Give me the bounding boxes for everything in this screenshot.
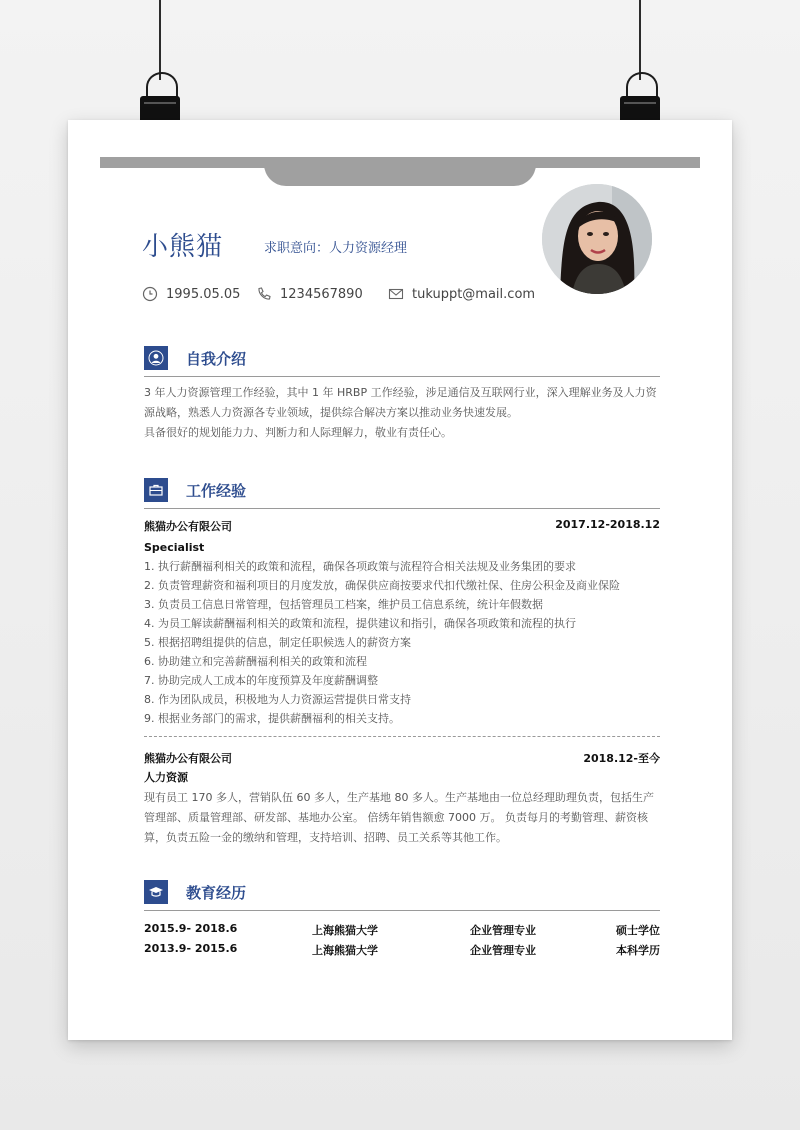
table-row [144,922,660,940]
job-1-period: 2017.12-2018.12 [555,518,660,531]
job-2-role: 人力资源 [144,771,188,784]
section-education [144,880,660,911]
resume-sheet [68,120,732,1040]
user-icon [148,350,164,366]
briefcase-icon [148,482,164,498]
email [388,286,535,302]
list-item: 7. 协助完成人工成本的年度预算及年度薪酬调整 [144,674,378,687]
phone-icon [256,286,272,302]
birthdate-value: 1995.05.05 [166,286,241,302]
job-1-company: 熊猫办公有限公司 [144,520,232,533]
email-value: tukuppt@mail.com [412,286,536,302]
section-work-title: 工作经验 [186,482,247,500]
edu-period: 2013.9- 2015.6 [144,942,238,955]
job-2-header [144,750,660,768]
edu-degree: 本科学历 [616,944,660,957]
list-item: 1. 执行薪酬福利相关的政策和流程，确保各项政策与流程符合相关法规及业务集团的要求 [144,560,576,573]
candidate-name: 小熊猫 [142,232,224,262]
mail-icon [388,286,404,302]
list-item: 4. 为员工解读薪酬福利相关的政策和流程，提供建议和指引，确保各项政策和流程的执行 [144,617,576,630]
job-intent: 求职意向：人力资源经理 [264,241,408,256]
phone [256,286,363,302]
job-1-role: Specialist [144,541,205,554]
edu-school: 上海熊猫大学 [312,924,378,937]
list-item: 8. 作为团队成员，积极地为人力资源运营提供日常支持 [144,693,411,706]
section-work-badge [144,478,168,502]
edu-major: 企业管理专业 [470,924,536,937]
header-tab [264,160,536,186]
phone-value: 1234567890 [280,286,363,302]
about-text [144,383,662,443]
binder-clip-right [616,0,664,140]
graduation-cap-icon [148,884,164,900]
job-1-header [144,518,660,536]
section-education-badge [144,880,168,904]
binder-clip-left [136,0,184,140]
list-item: 5. 根据招聘组提供的信息，制定任职候选人的薪资方案 [144,636,411,649]
section-about [144,346,660,377]
job-2-description: 现有员工 170 多人，营销队伍 60 多人，生产基地 80 多人。生产基地由一位总经理助理负责，包括生产管理部、质量管理部、研发部、基地办公室。 倍绣年销售额愈 7000 万。 负责每月的考勤管理、薪资核算，负责五险一金的缴纳和管理，支持培训、招聘、员工关系等其他工作。 [144,791,654,844]
list-item: 2. 负责管理薪资和福利项目的月度发放，确保供应商按要求代扣代缴社保、住房公积金及商业保险 [144,579,620,592]
clock-icon [142,286,158,302]
edu-period: 2015.9- 2018.6 [144,922,238,935]
birthdate [142,286,240,302]
about-line-1: 3 年人力资源管理工作经验，其中 1 年 HRBP 工作经验，涉足通信及互联网行业，深入理解业务及人力资源战略，熟悉人力资源各专业领域，提供综合解决方案以推动业务快速发展。 [144,386,657,419]
edu-degree: 硕士学位 [616,924,660,937]
about-line-2: 具备很好的规划能力力、判断力和人际理解力，敬业有责任心。 [144,426,452,439]
section-about-badge [144,346,168,370]
job-2-period: 2018.12-至今 [583,752,660,765]
edu-school: 上海熊猫大学 [312,944,378,957]
list-item: 9. 根据业务部门的需求，提供薪酬福利的相关支持。 [144,712,400,725]
section-about-title: 自我介绍 [186,350,247,368]
edu-major: 企业管理专业 [470,944,536,957]
job-1-duties [144,557,662,728]
job-divider [144,736,660,737]
list-item: 6. 协助建立和完善薪酬福利相关的政策和流程 [144,655,367,668]
job-2-company: 熊猫办公有限公司 [144,752,232,765]
section-education-title: 教育经历 [186,884,247,902]
table-row [144,942,660,960]
avatar [542,184,652,294]
section-work [144,478,660,509]
list-item: 3. 负责员工信息日常管理，包括管理员工档案，维护员工信息系统，统计年假数据 [144,598,543,611]
